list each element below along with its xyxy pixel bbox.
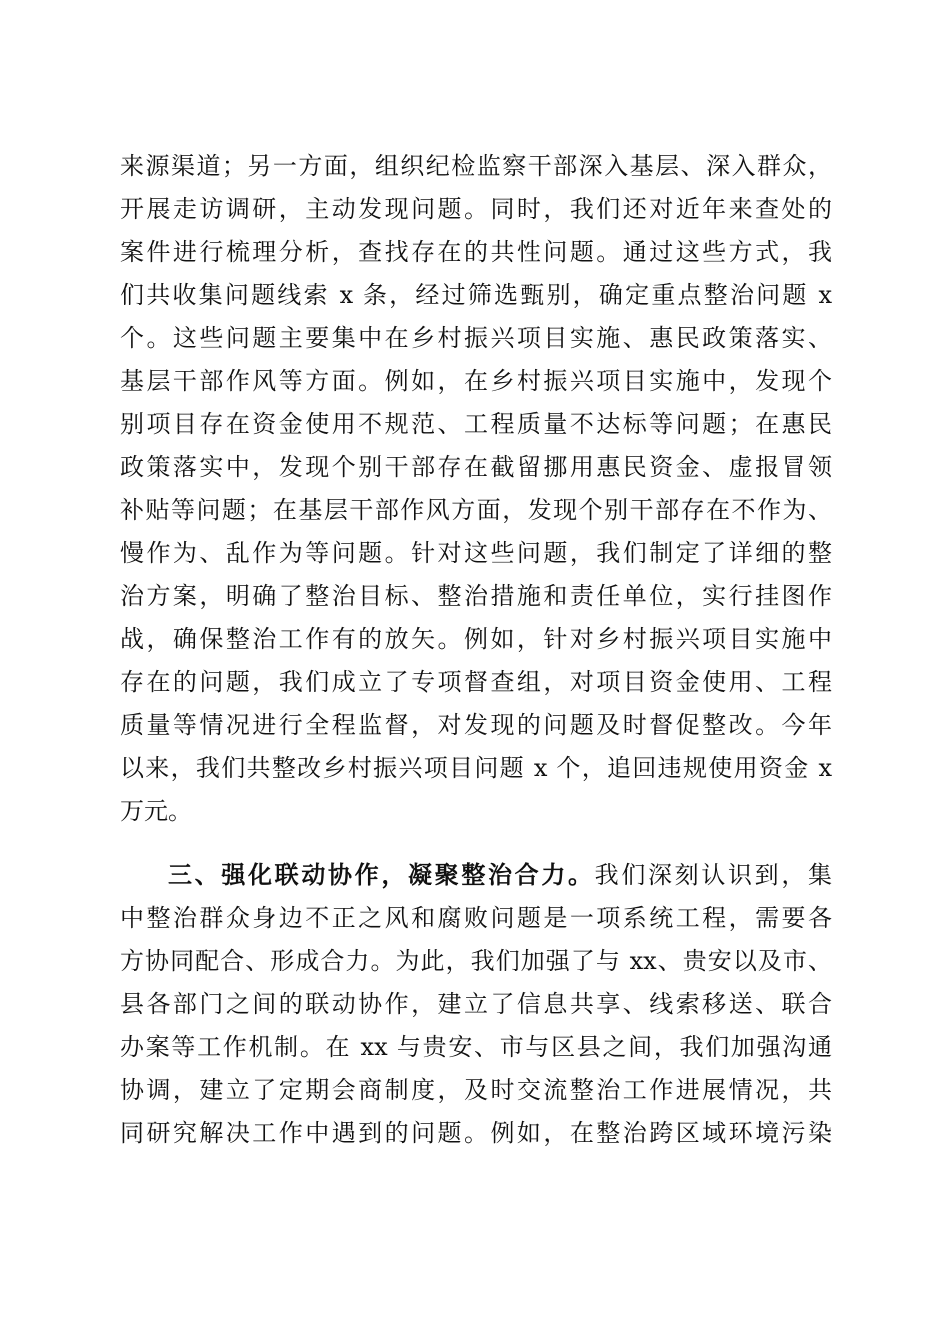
body-line: 基层干部作风等方面。例如，在乡村振兴项目实施中，发现个 — [120, 367, 832, 395]
body-line: 们共收集问题线索 x 条，经过筛选甄别，确定重点整治问题 x — [120, 281, 832, 309]
body-line: 个。这些问题主要集中在乡村振兴项目实施、惠民政策落实、 — [120, 324, 832, 352]
body-line: 县各部门之间的联动协作，建立了信息共享、线索移送、联合 — [120, 990, 832, 1018]
body-line: 质量等情况进行全程监督，对发现的问题及时督促整改。今年 — [120, 711, 832, 739]
body-line: 协调，建立了定期会商制度，及时交流整治工作进展情况，共 — [120, 1076, 832, 1104]
body-line: 同研究解决工作中遇到的问题。例如，在整治跨区域环境污染 — [120, 1119, 832, 1147]
body-line: 来源渠道；另一方面，组织纪检监察干部深入基层、深入群众， — [120, 152, 832, 180]
body-line: 中整治群众身边不正之风和腐败问题是一项系统工程，需要各 — [120, 904, 832, 932]
body-line: 政策落实中，发现个别干部存在截留挪用惠民资金、虚报冒领 — [120, 453, 832, 481]
body-line: 治方案，明确了整治目标、整治措施和责任单位，实行挂图作 — [120, 582, 832, 610]
body-line: 别项目存在资金使用不规范、工程质量不达标等问题；在惠民 — [120, 410, 832, 438]
body-line: 补贴等问题；在基层干部作风方面，发现个别干部存在不作为、 — [120, 496, 832, 524]
body-line: 开展走访调研，主动发现问题。同时，我们还对近年来查处的 — [120, 195, 832, 223]
body-line: 方协同配合、形成合力。为此，我们加强了与 xx、贵安以及市、 — [120, 947, 832, 975]
body-line: 存在的问题，我们成立了专项督查组，对项目资金使用、工程 — [120, 668, 832, 696]
body-line: 万元。 — [120, 797, 192, 825]
section-3-first-line — [168, 857, 832, 893]
body-line: 办案等工作机制。在 xx 与贵安、市与区县之间，我们加强沟通 — [120, 1033, 832, 1061]
section-3-first-line-text: 我们深刻认识到，集 — [594, 861, 833, 889]
body-line: 慢作为、乱作为等问题。针对这些问题，我们制定了详细的整 — [120, 539, 832, 567]
body-line: 战，确保整治工作有的放矢。例如，针对乡村振兴项目实施中 — [120, 625, 832, 653]
section-3-heading: 三、强化联动协作，凝聚整治合力。 — [168, 860, 595, 889]
body-line: 案件进行梳理分析，查找存在的共性问题。通过这些方式，我 — [120, 238, 832, 266]
body-line: 以来，我们共整改乡村振兴项目问题 x 个，追回违规使用资金 x — [120, 754, 832, 782]
